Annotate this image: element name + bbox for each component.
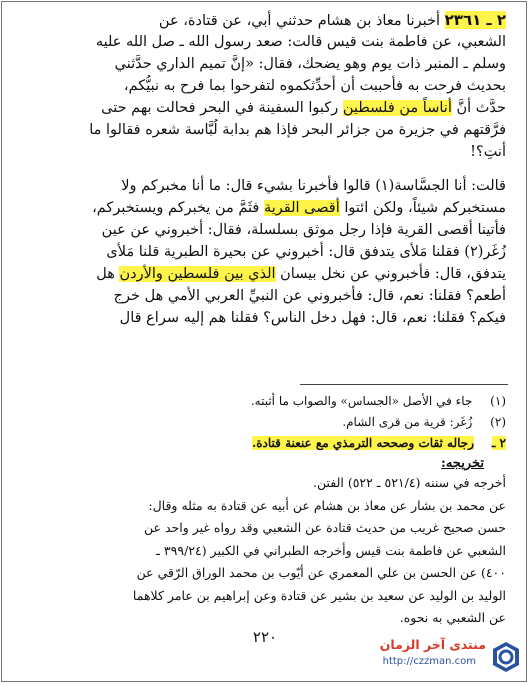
takhrij-line: ٤٠٠) عن الحسن بن علي المعمري عن أيّوب بن محمد الوراق الرّقي عن <box>136 565 506 580</box>
text-segment: يتدفق، قال: فأخبروني عن نخل بيسان <box>275 266 506 282</box>
text-segment: مستخبركم شيئاً، ولكن ائتوا <box>339 200 506 216</box>
hadith-line <box>24 119 506 141</box>
hadith-line <box>24 263 506 285</box>
highlighted-phrase: أقصى القرية <box>263 200 340 216</box>
takhrij-line: الشعبي عن فاطمة بنت قيس وأخرجه الطبراني في الكبير (٣٩٩/٢٤ ـ <box>156 542 506 558</box>
hadith-line <box>24 53 506 75</box>
takhrij-line: عن محمد بن بشار عن معاذ بن هشام عن أبيه عن قتادة به مثله وقال: <box>148 497 506 513</box>
text-segment: الشعبي، عن فاطمة بنت قيس قالت: صعد رسول الله ـ صل الله عليه <box>95 34 506 50</box>
text-segment: فرَّقتهم في جزيرة من جزائر البحر فإذا هم بدابة لُبَّاسة شعره فقالوا ما <box>89 122 506 138</box>
text-segment: زُغَر(٢) فقلنا مَلأى يتدفق قال: أخبروني عن بحيرة الطبرية قلنا مَلأى <box>106 244 506 260</box>
hadith-number: ٢ ـ ٢٣٦١ <box>444 11 506 29</box>
hadith-line <box>24 163 506 175</box>
highlighted-phrase: أناساً من فلسطين <box>342 100 452 116</box>
text-segment: أنتِ؟! <box>470 144 506 160</box>
footnote-text: جاء في الأصل «الجساس» والصواب ما أثبته. <box>250 394 473 408</box>
text-segment: قالت: أنا الجسَّاسة(١) قالوا فأخبرنا بشيء قال: ما أنا مخبركم ولا <box>121 178 506 194</box>
hadith-line <box>24 97 506 119</box>
hadith-line <box>24 219 506 241</box>
hadith-line <box>24 175 506 197</box>
page-number: ٢٢٠ <box>252 628 278 646</box>
hadith-line <box>24 197 506 219</box>
text-segment: حدَّث أنَّ <box>451 100 506 116</box>
grading-number: ٢ ـ <box>491 436 506 450</box>
text-segment: بحديث فرحت به فأحببت أن أحدِّثكموه لتفرحوا بما فرح به نبيُّكم، <box>123 78 506 94</box>
footnote-text: زُغَر: قرية من قرى الشام. <box>342 415 473 429</box>
grading-text: رجاله ثقات وصححه الترمذي مع عنعنة قتادة. <box>252 436 475 450</box>
takhrij-title: تخريجه: <box>441 456 484 471</box>
forum-watermark <box>340 637 520 677</box>
text-segment: أخبرنا معاذ بن هشام حدثني أبي، عن قتادة، عن <box>158 13 445 29</box>
highlighted-phrase: الذي بين فلسطين والأردن <box>119 266 276 282</box>
takhrij-line: عن الشعبي به نحوه. <box>399 610 506 625</box>
watermark-url: http://czzman.com <box>382 656 476 667</box>
takhrij-line: أخرجه في سننه (٥٢١/٤ ـ ٥٢٢) الفتن. <box>313 475 506 490</box>
watermark-title: منتدى آخر الزمان <box>379 637 486 652</box>
hadith-line <box>24 31 506 53</box>
text-segment: أطعم؟ فقلنا: نعم، قال: فأخبروني عن النبيِّ العربي الأمي هل خرج <box>113 288 506 304</box>
footnote-number: (٢) <box>490 415 506 429</box>
takhrij-line: الوليد بن الوليد عن سعيد بن بشير عن قتادة وعن إبراهيم بن عامر كلاهما <box>132 587 506 603</box>
hadith-line <box>24 307 506 329</box>
hadith-line <box>24 285 506 307</box>
text-segment: ركبوا السفينة في البحر فحالت بهم حتى <box>101 100 343 116</box>
hadith-line <box>24 75 506 97</box>
text-segment: هل <box>96 266 120 282</box>
grading-line <box>24 433 506 454</box>
hadith-line <box>24 241 506 263</box>
takhrij-line: حسن صحيح غريب من حديث قتادة عن الشعبي وقد رواه غير واحد عن <box>144 520 506 535</box>
hadith-text <box>24 9 506 329</box>
hadith-line <box>24 141 506 163</box>
takhrij-text <box>24 472 506 630</box>
footnotes <box>24 391 506 630</box>
text-segment: فيكم؟ فقلنا: نعم، قال: فهل دخل الناس؟ فقلنا هم إليه سراع قال <box>119 310 506 326</box>
text-segment: فثَمَّ من يخبركم ويستخبركم، <box>92 200 264 216</box>
footnote-number: (١) <box>490 394 506 408</box>
footnote-2 <box>24 412 506 433</box>
text-segment: وسلم ـ المنبر ذات يوم وهو يضحك، فقال: «إنَّ تميم الداري حدَّثني <box>114 56 506 72</box>
footnote-separator <box>300 384 508 385</box>
text-segment: فأتينا أقصى القرية فإذا رجل موثق بسلسلة، فقال: أخبروني عن عين <box>101 222 506 238</box>
hadith-line <box>24 9 506 31</box>
takhrij-heading-line <box>24 454 506 472</box>
footnote-1 <box>24 391 506 412</box>
watermark-logo-icon <box>492 641 520 673</box>
